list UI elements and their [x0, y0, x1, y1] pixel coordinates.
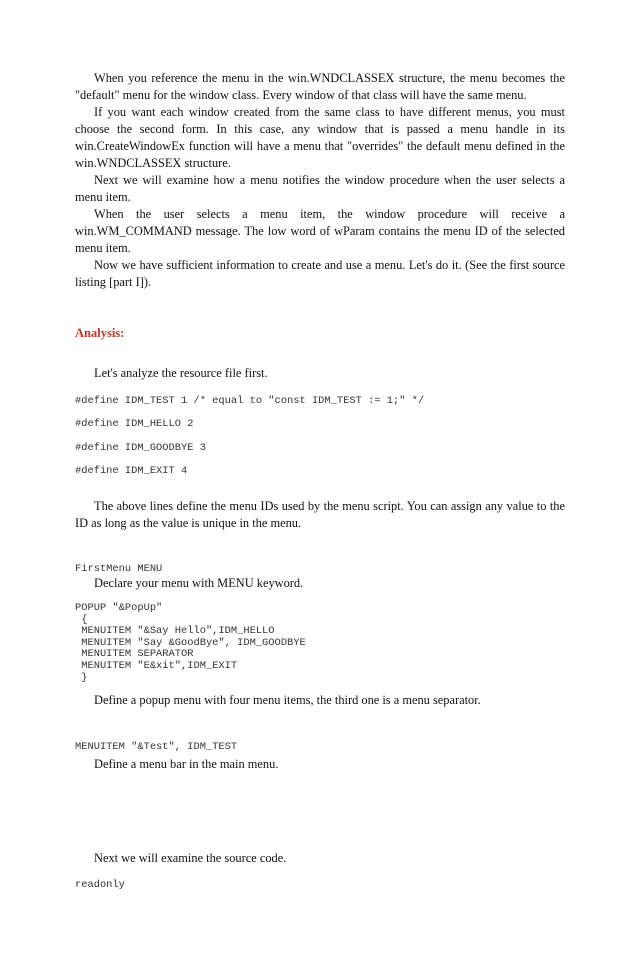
popup-explanation: Define a popup menu with four menu items, the third one is a menu separator.: [94, 693, 481, 707]
popup-line: POPUP "&PopUp": [75, 602, 163, 614]
paragraph-default-menu: When you reference the menu in the win.WNDCLASSEX structure, the menu becomes the "default" menu for the window class. Every window of that class will have the same menu.: [75, 71, 565, 102]
paragraph-create-menu: Now we have sufficient information to create and use a menu. Let's do it. (See the first source listing [part I]).: [75, 258, 565, 289]
define-idm-hello: #define IDM_HELLO 2: [75, 418, 194, 430]
define-idm-test: #define IDM_TEST 1 /* equal to "const IDM_TEST := 1;" */: [75, 395, 425, 407]
popup-line: {: [75, 613, 88, 626]
popup-line: MENUITEM "E&xit",IDM_EXIT: [75, 659, 238, 672]
analysis-heading: Analysis:: [75, 326, 125, 340]
menubar-code: MENUITEM "&Test", IDM_TEST: [75, 741, 238, 753]
paragraph-different-menus: If you want each window created from the same class to have different menus, you must choose the second form. In this case, any window that is passed a menu handle in its win.CreateWindowEx function will have a menu that "overrides" the default menu defined in the win.WNDCLASSEX structure.: [75, 105, 565, 170]
intro-section: [75, 70, 565, 291]
menu-declaration-code: FirstMenu MENU: [75, 563, 163, 575]
popup-line: MENUITEM "Say &GoodBye", IDM_GOODBYE: [75, 636, 306, 649]
popup-line: MENUITEM "&Say Hello",IDM_HELLO: [75, 625, 275, 638]
paragraph-notification: Next we will examine how a menu notifies the window procedure when the user selects a menu item.: [75, 173, 565, 204]
readonly-code: readonly: [75, 879, 125, 891]
paragraph-wm-command: When the user selects a menu item, the window procedure will receive a win.WM_COMMAND message. The low word of wParam contains the menu ID of the selected menu item.: [75, 207, 565, 255]
define-idm-exit: #define IDM_EXIT 4: [75, 465, 188, 477]
define-idm-goodbye: #define IDM_GOODBYE 3: [75, 442, 206, 454]
popup-line: MENUITEM SEPARATOR: [75, 648, 194, 661]
resource-intro: Let's analyze the resource file first.: [94, 366, 268, 380]
menu-declaration-text: Declare your menu with MENU keyword.: [94, 576, 304, 590]
popup-code-block: [75, 603, 565, 684]
popup-line: }: [75, 671, 88, 684]
defines-explanation: The above lines define the menu IDs used by the menu script. You can assign any value to the ID as long as the value is unique in the menu.: [75, 499, 565, 530]
source-intro: Next we will examine the source code.: [94, 851, 287, 865]
menubar-explanation: Define a menu bar in the main menu.: [94, 757, 279, 771]
